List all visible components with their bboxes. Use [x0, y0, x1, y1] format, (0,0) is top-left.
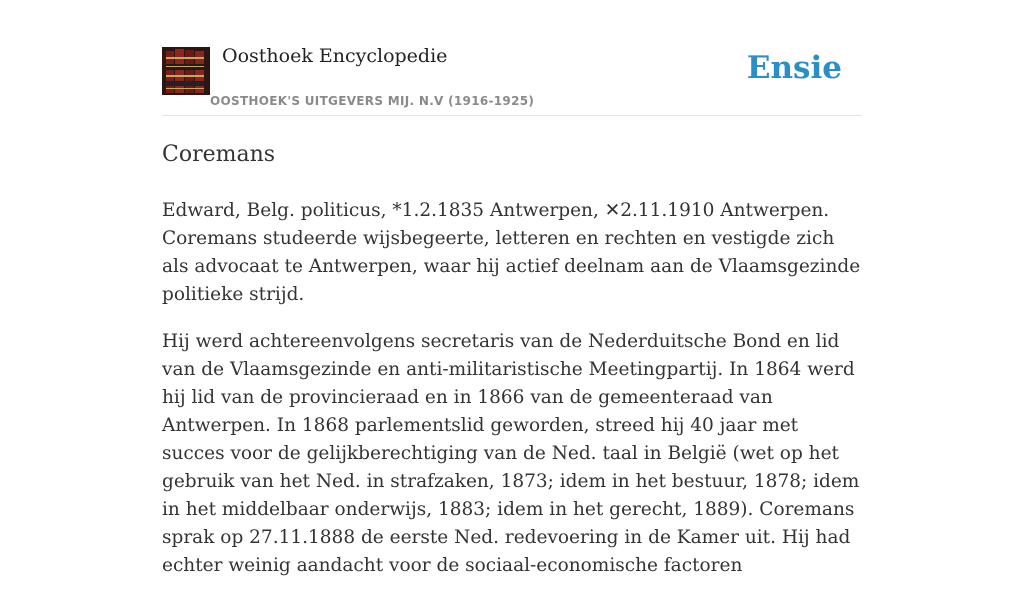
- site-header: [162, 0, 862, 116]
- book-spines-icon[interactable]: [162, 47, 210, 95]
- ensie-logo-link[interactable]: Ensie: [746, 50, 842, 86]
- site-name-link[interactable]: Oosthoek Encyclopedie: [222, 45, 448, 67]
- article-paragraph: Edward, Belg. politicus, *1.2.1835 Antwerpen, ✕2.11.1910 Antwerpen. Coremans studeerde wijsbegeerte, letteren en rechten en vestigde zich als advocaat te Antwerpen, waar hij actief deelnam aan de Vlaamsgezinde politieke strijd.: [162, 200, 861, 305]
- article: [162, 136, 862, 599]
- article-paragraph: Hij werd achtereenvolgens secretaris van de Nederduitsche Bond en lid van de Vlaamsgezinde en anti-militaristische Meetingpartij. In 1864 werd hij lid van de provincieraad en in 1866 van de gemeenteraad van Antwerpen. In 1868 parlementslid geworden, streed hij 40 jaar met succes voor de gelijkberechtiging van de Ned. taal in België (wet op het gebruik van het Ned. in strafzaken, 1873; idem in het bestuur, 1878; idem in het middelbaar onderwijs, 1883; idem in het gerecht, 1889). Coremans sprak op 27.11.1888 de eerste Ned. redevoering in de Kamer uit. Hij had echter weinig aandacht voor de sociaal-economische factoren: [162, 331, 860, 576]
- publisher-label: OOSTHOEK'S UITGEVERS MIJ. N.V (1916-1925): [210, 94, 535, 108]
- article-title: Coremans: [162, 142, 276, 167]
